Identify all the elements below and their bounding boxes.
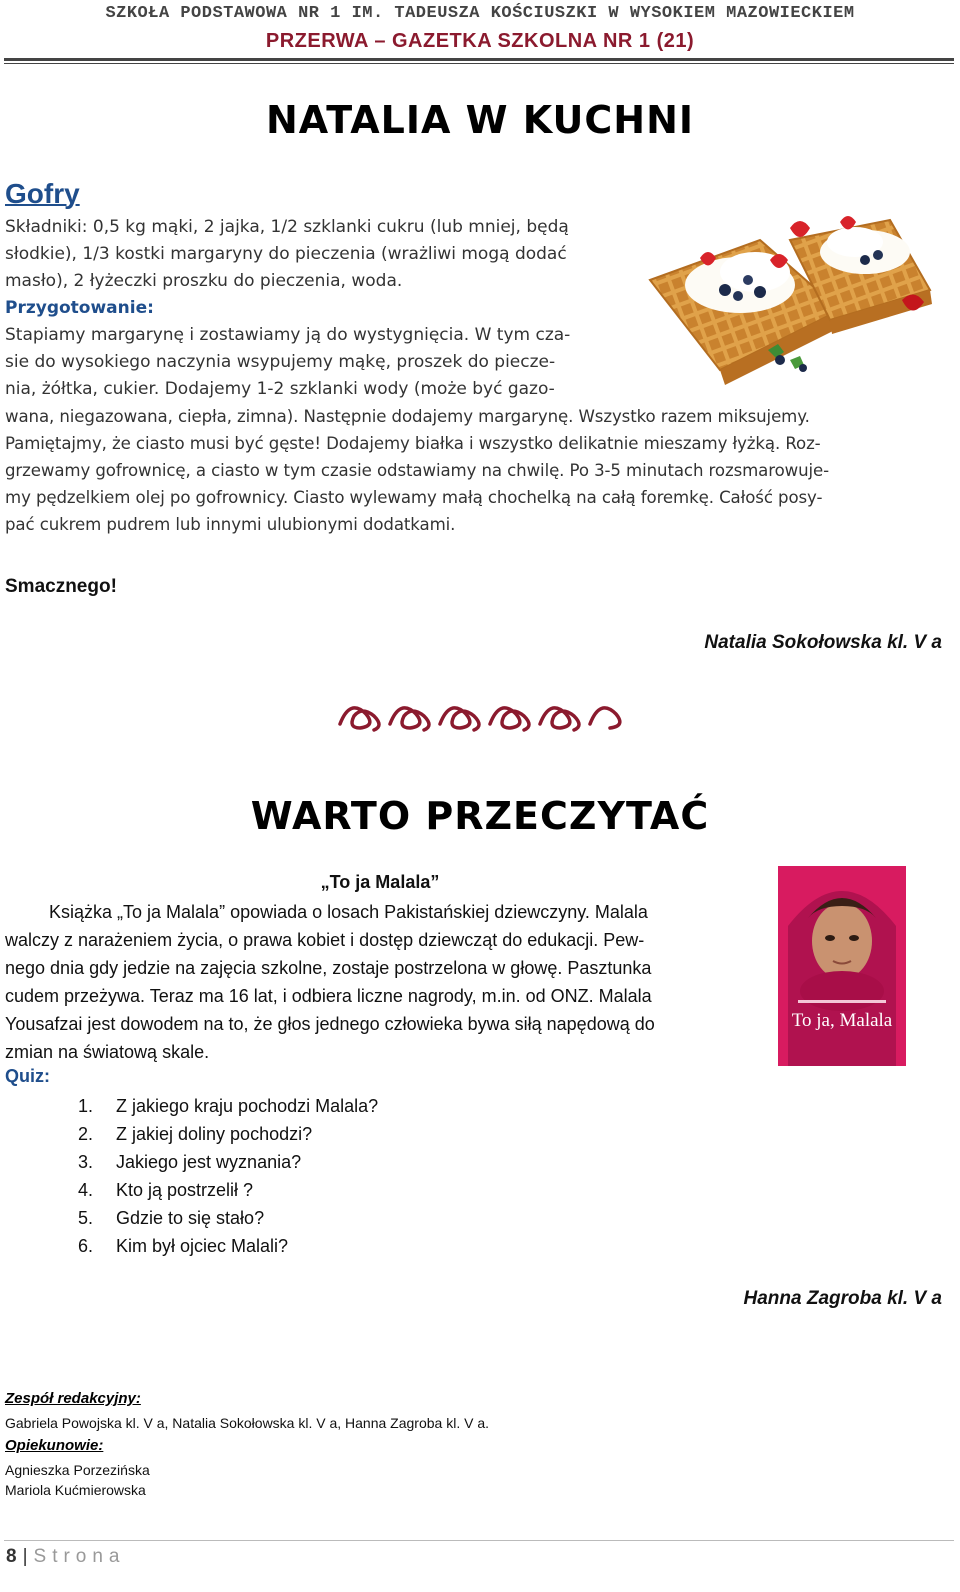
preparation-line: my pędzelkiem olej po gofrownicy. Ciasto wylewamy małą chochelką na całą foremkę. Całość posy- (5, 488, 823, 507)
book-description (5, 898, 765, 1066)
book-title: „To ja Malala” (320, 872, 440, 892)
book-text-line: Yousafzai jest dowodem na to, że głos jednego człowieka bywa siłą napędową do (5, 1014, 655, 1034)
quiz-question: Z jakiej doliny pochodzi? (116, 1124, 313, 1144)
header-rule (4, 58, 954, 61)
preparation-line: Pamiętajmy, że ciasto musi być gęste! Dodajemy białka i wszystko delikatnie mieszamy łyżką. Roz- (5, 434, 821, 453)
quiz-item (78, 1092, 378, 1120)
guardians-label: Opiekunowie: (5, 1437, 104, 1454)
book-text-line: cudem przeżywa. Teraz ma 16 lat, i odbiera liczne nagrody, m.in. od ONZ. Malala (5, 986, 652, 1006)
book-text-line: walczy z narażeniem życia, o prawa kobiet i dostęp dziewcząt do edukacji. Pew- (5, 930, 645, 950)
book-text-line: zmian na światową skale. (5, 1042, 210, 1062)
waffles-icon (640, 200, 940, 400)
quiz-number: 4. (78, 1180, 94, 1200)
guardian-name: Agnieszka Porzezińska (5, 1462, 150, 1478)
school-name: SZKOŁA PODSTAWOWA NR 1 IM. TADEUSZA KOŚCIUSZKI W WYSOKIEM MAZOWIECKIEM (105, 4, 855, 23)
recipe-preparation (5, 403, 950, 538)
footer-separator: | (22, 1546, 28, 1567)
page-number: 8 (6, 1546, 17, 1567)
ornament-divider (0, 694, 960, 739)
cover-title: To ja, Malala (791, 1010, 893, 1031)
reading-author: Hanna Zagroba kl. V a (743, 1288, 942, 1309)
editors-label: Zespół redakcyjny: (5, 1390, 141, 1407)
scroll-ornament-icon (330, 694, 630, 734)
footer-rule (4, 1540, 954, 1541)
guardian-name: Mariola Kućmierowska (5, 1482, 146, 1498)
preparation-line: sie do wysokiego naczynia wsypujemy mąkę, proszek do piecze- (5, 352, 556, 372)
quiz-number: 3. (78, 1152, 94, 1172)
recipe-closing: Smacznego! (5, 576, 117, 597)
recipe-author: Natalia Sokołowska kl. V a (704, 632, 942, 653)
quiz-number: 1. (78, 1096, 94, 1116)
quiz-number: 2. (78, 1124, 94, 1144)
recipe-title: Gofry (5, 178, 80, 209)
recipe-ingredients (5, 214, 645, 403)
ingredients-line: masło), 2 łyżeczki proszku do pieczenia, woda. (5, 271, 403, 291)
preparation-label: Przygotowanie: (5, 298, 154, 318)
quiz-question: Jakiego jest wyznania? (116, 1152, 302, 1172)
waffles-image (640, 200, 940, 400)
preparation-line: nia, żółtka, cukier. Dodajemy 1-2 szklanki wody (może być gazo- (5, 379, 555, 399)
book-cover-image (778, 866, 906, 1066)
preparation-line: grzewamy gofrownicę, a ciasto w tym czasie odstawiamy na chwilę. Po 3-5 minutach rozsmarowuje- (5, 461, 830, 480)
quiz-item (78, 1148, 378, 1176)
quiz-question: Kto ją postrzelił ? (116, 1180, 254, 1200)
issue-title: PRZERWA – GAZETKA SZKOLNA NR 1 (21) (265, 30, 695, 52)
header-rule-thin (4, 63, 954, 64)
quiz-number: 6. (78, 1236, 94, 1256)
quiz-item (78, 1232, 378, 1260)
preparation-line: pać cukrem pudrem lub innymi ulubionymi dodatkami. (5, 515, 456, 534)
book-cover-icon (778, 866, 906, 1066)
preparation-line: Stapiamy margarynę i zostawiamy ją do wystygnięcia. W tym cza- (5, 325, 571, 345)
ingredients-line: słodkie), 1/3 kostki margaryny do pieczenia (wrażliwi mogą dodać (5, 244, 567, 264)
book-text-line: nego dnia gdy jedzie na zajęcia szkolne, zostaje postrzelona w głowę. Pasztunka (5, 958, 652, 978)
editors-list: Gabriela Powojska kl. V a, Natalia Sokołowska kl. V a, Hanna Zagroba kl. V a. (5, 1415, 490, 1431)
quiz-question: Kim był ojciec Malali? (116, 1236, 289, 1256)
quiz-number: 5. (78, 1208, 94, 1228)
quiz-label: Quiz: (5, 1066, 50, 1086)
quiz-question: Z jakiego kraju pochodzi Malala? (116, 1096, 379, 1116)
reading-section-title: WARTO PRZECZYTAĆ (250, 794, 710, 838)
kitchen-section-title: NATALIA W KUCHNI (265, 98, 695, 142)
page-word: Strona (33, 1546, 126, 1567)
quiz-list (78, 1092, 378, 1260)
quiz-item (78, 1120, 378, 1148)
quiz-item (78, 1204, 378, 1232)
quiz-question: Gdzie to się stało? (116, 1208, 265, 1228)
page-footer (6, 1546, 126, 1568)
book-text-line: Książka „To ja Malala” opowiada o losach Pakistańskiej dziewczyny. Malala (49, 902, 648, 922)
ingredients-line: Składniki: 0,5 kg mąki, 2 jajka, 1/2 szklanki cukru (lub mniej, będą (5, 217, 569, 237)
quiz-item (78, 1176, 378, 1204)
preparation-line: wana, niegazowana, ciepła, zimna). Następnie dodajemy margarynę. Wszystko razem miksujemy. (5, 407, 810, 426)
